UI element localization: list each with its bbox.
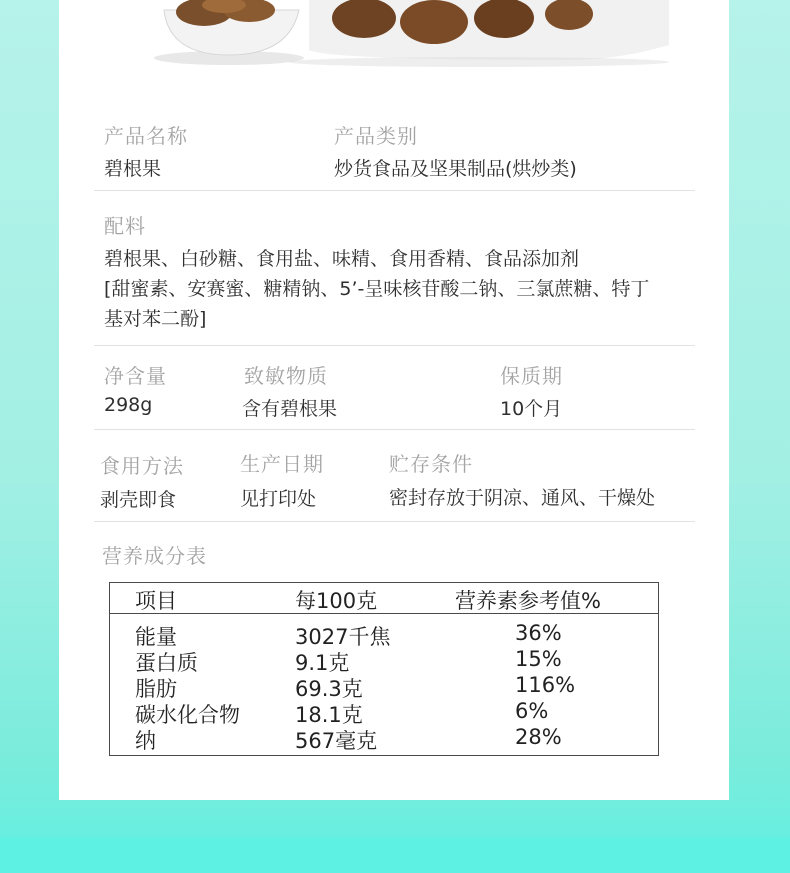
product-name-label: 产品名称 — [104, 124, 188, 148]
allergen-value: 含有碧根果 — [242, 398, 338, 420]
net-content-label: 净含量 — [104, 364, 167, 388]
production-date-value: 见打印处 — [240, 488, 317, 510]
nutrient-name: 碳水化合物 — [135, 703, 240, 727]
nutrient-amount: 18.1克 — [295, 703, 363, 727]
net-content-value: 298g — [104, 394, 153, 416]
nutrient-nrv: 116% — [515, 673, 576, 697]
ingredients-label: 配料 — [104, 214, 146, 238]
nutrient-nrv: 15% — [515, 647, 562, 671]
bottom-teal-band — [0, 838, 790, 873]
table-header-item: 项目 — [135, 589, 177, 613]
nutrient-name: 能量 — [135, 625, 177, 649]
divider — [94, 521, 695, 522]
divider — [94, 429, 695, 430]
usage-label: 食用方法 — [100, 454, 184, 478]
nutrient-amount: 567毫克 — [295, 729, 378, 753]
production-date-label: 生产日期 — [240, 452, 324, 476]
nutrient-amount: 9.1克 — [295, 651, 350, 675]
storage-label: 贮存条件 — [389, 452, 473, 476]
nutrient-nrv: 28% — [515, 725, 562, 749]
divider — [94, 345, 695, 346]
nutrient-name: 纳 — [135, 729, 156, 753]
nutrient-amount: 3027千焦 — [295, 625, 391, 649]
product-info-card — [59, 0, 729, 800]
nutrient-amount: 69.3克 — [295, 677, 363, 701]
shelf-life-label: 保质期 — [500, 364, 563, 388]
table-header-per100g: 每100克 — [295, 589, 378, 613]
ingredients-line: 基对苯二酚] — [104, 308, 207, 330]
nutrition-table — [109, 582, 659, 756]
nutrient-name: 脂肪 — [135, 677, 177, 701]
ingredients-line: 碧根果、白砂糖、食用盐、味精、食用香精、食品添加剂 — [104, 248, 580, 270]
product-name-value: 碧根果 — [104, 158, 162, 180]
ingredients-text — [104, 244, 714, 334]
product-photo — [149, 0, 669, 70]
product-category-label: 产品类别 — [334, 124, 418, 148]
shelf-life-value: 10个月 — [500, 398, 563, 420]
nutrition-label: 营养成分表 — [102, 544, 207, 568]
usage-value: 剥壳即食 — [100, 489, 177, 511]
nutrient-name: 蛋白质 — [135, 651, 198, 675]
nutrient-nrv: 36% — [515, 621, 562, 645]
product-category-value: 炒货食品及坚果制品(烘炒类) — [334, 158, 577, 180]
table-header-nrv: 营养素参考值% — [455, 589, 601, 613]
divider — [94, 190, 695, 191]
allergen-label: 致敏物质 — [244, 364, 328, 388]
ingredients-line: [甜蜜素、安赛蜜、糖精钠、5’-呈味核苷酸二钠、三氯蔗糖、特丁 — [104, 278, 650, 300]
storage-value: 密封存放于阴凉、通风、干燥处 — [389, 487, 656, 509]
nutrient-nrv: 6% — [515, 699, 549, 723]
